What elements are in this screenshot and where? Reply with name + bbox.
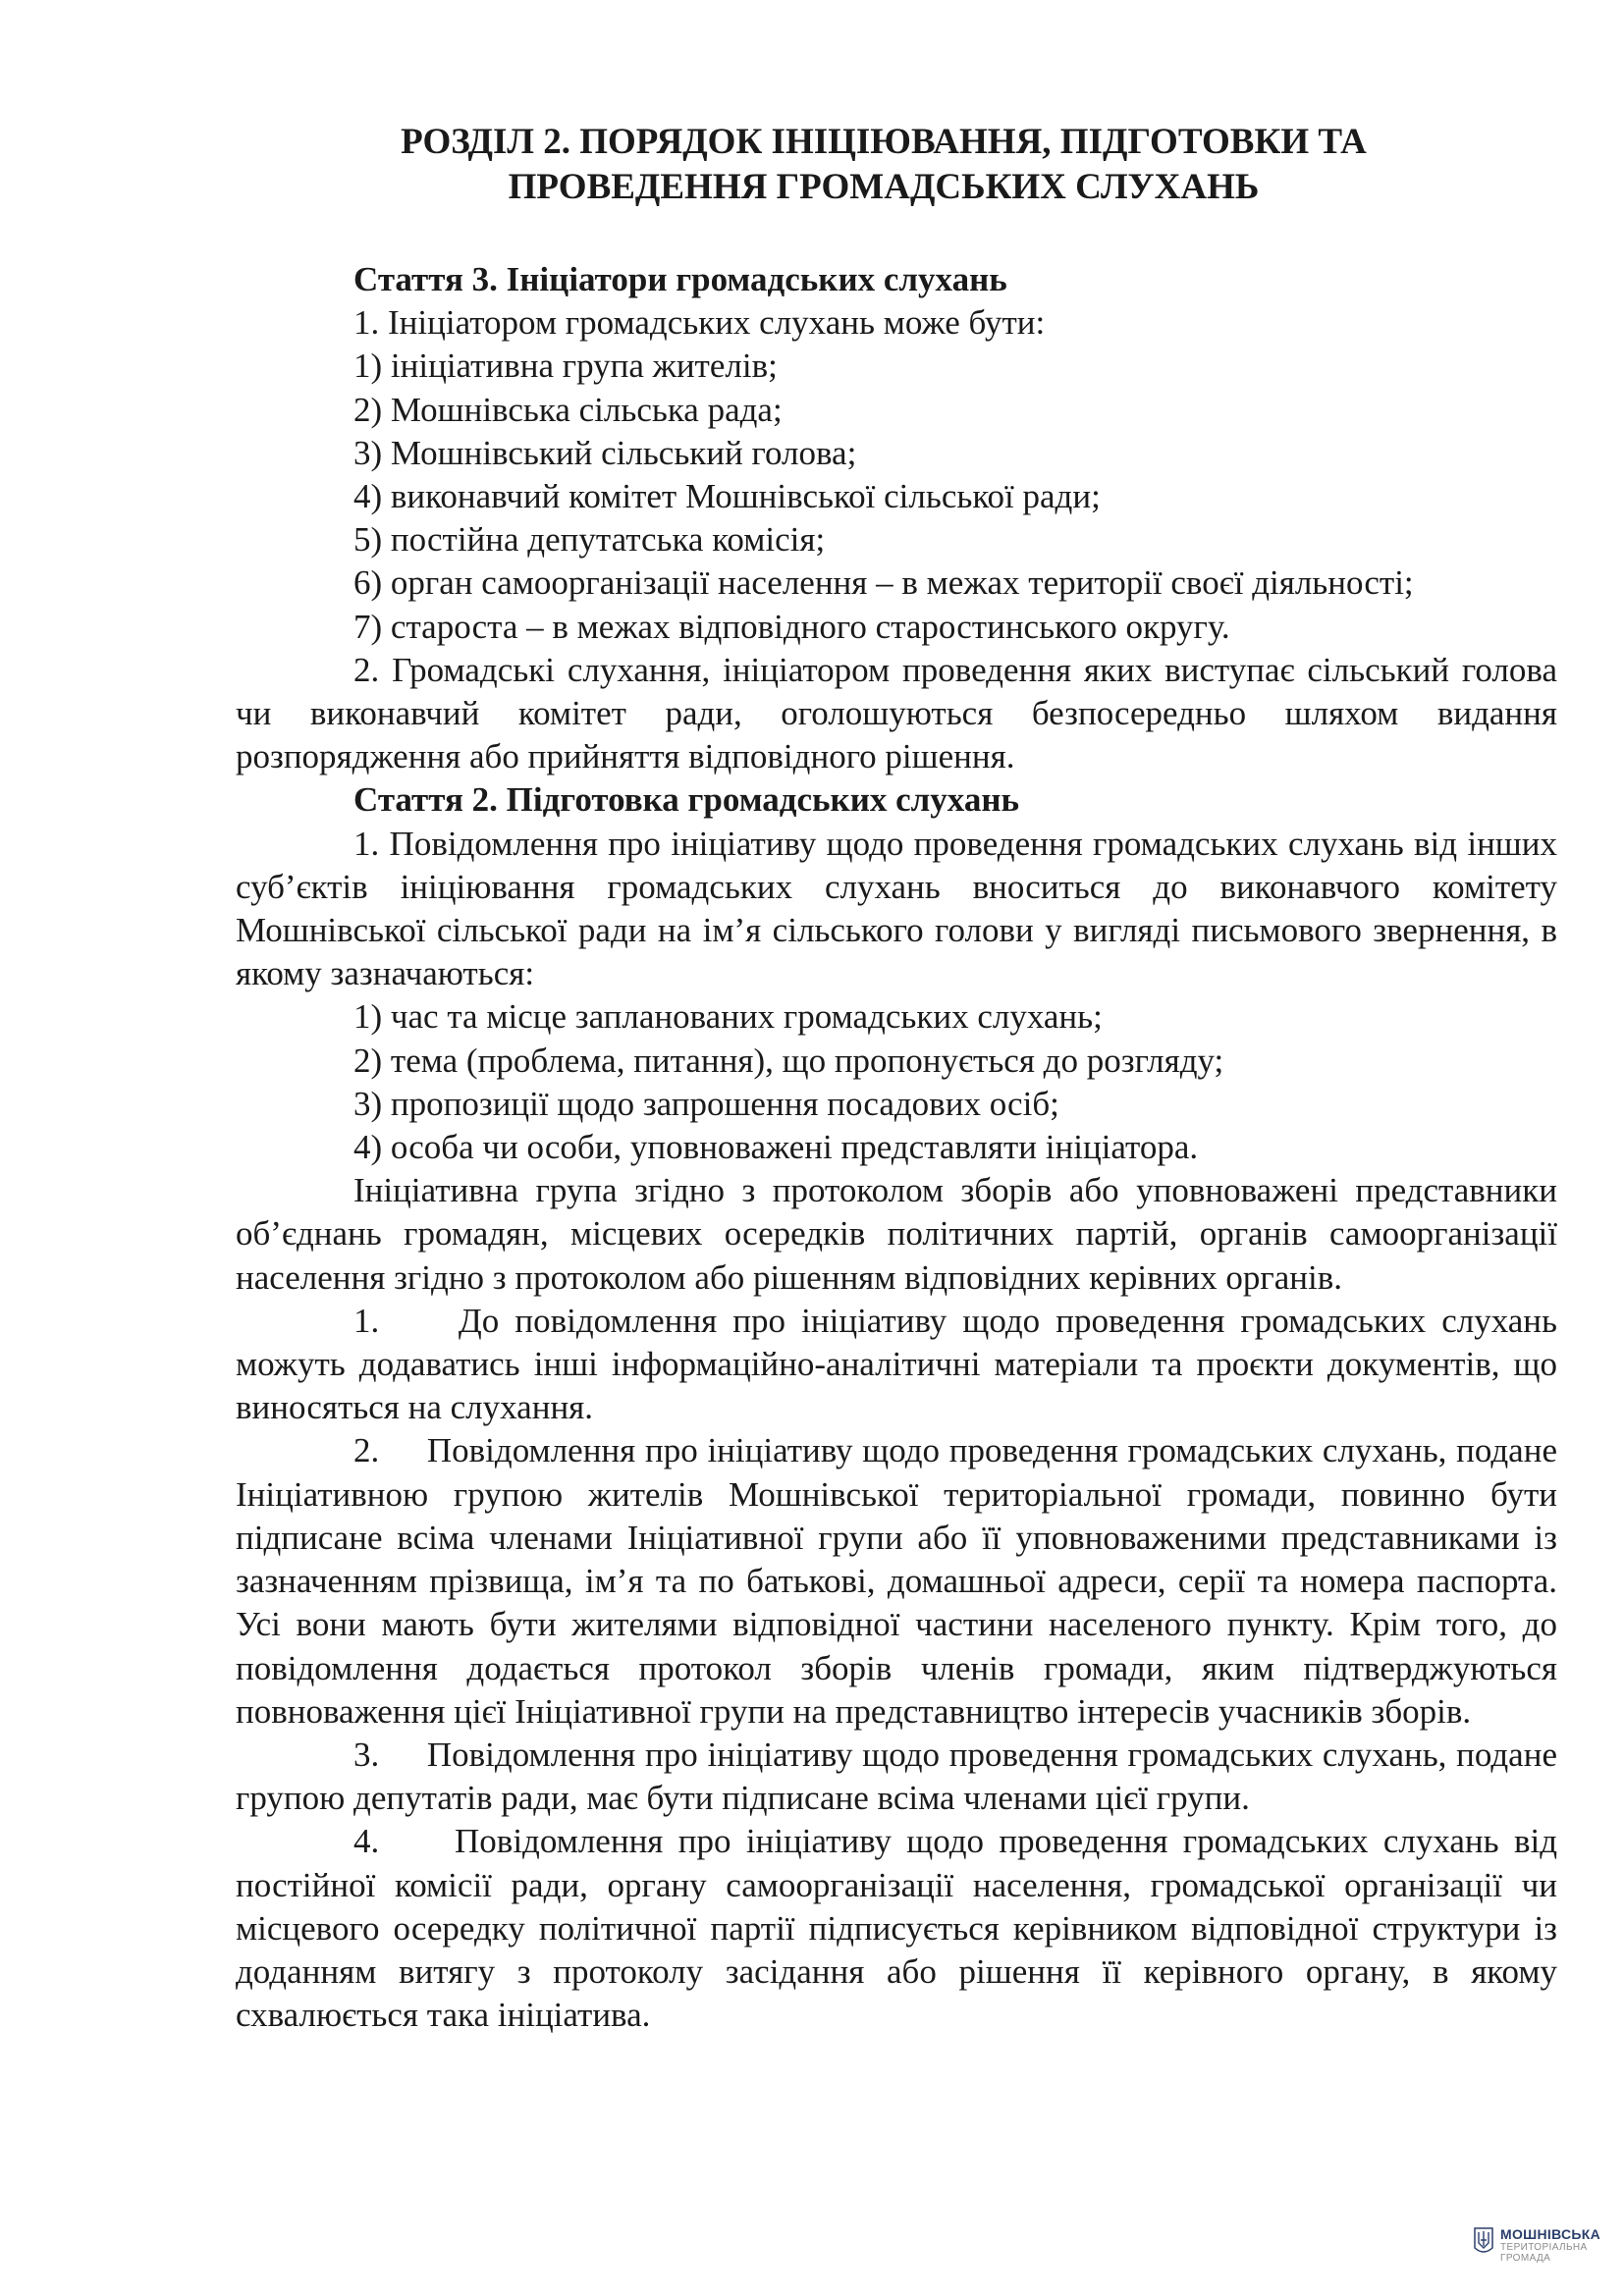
list-item: 3) пропозиції щодо запрошення посадових осіб; xyxy=(353,1084,1059,1123)
logo-subtitle-line1: ТЕРИТОРІАЛЬНА xyxy=(1500,2242,1588,2253)
article-3-paragraph-1: 1. Ініціатором громадських слухань може бути: xyxy=(353,303,1046,343)
document-body xyxy=(236,258,1557,2037)
article-2-heading: Стаття 2. Підготовка громадських слухань xyxy=(353,780,1020,820)
list-item: 3) Мошнівський сільський голова; xyxy=(353,433,857,472)
list-item: 5) постійна депутатська комісія; xyxy=(353,520,826,560)
logo-subtitle-line2: ГРОМАДА xyxy=(1500,2253,1551,2264)
list-item: 1) час та місце запланованих громадських слухань; xyxy=(353,997,1103,1037)
list-item: 2) тема (проблема, питання), що пропонується до розгляду; xyxy=(353,1041,1224,1080)
article-2-paragraph-1: 1. Повідомлення про ініціативу щодо проведення громадських слухань від інших суб’єктів ініціювання громадських слухань вноситься до виконавчого комітету Мошнівської сільської ради на ім’я сільського голови у вигляді письмового звернення, в якому зазначаються: xyxy=(236,824,1557,993)
list-item: 2) Мошнівська сільська рада; xyxy=(353,390,783,429)
list-item: 4) особа чи особи, уповноважені представляти ініціатора. xyxy=(353,1128,1199,1167)
article-3-paragraph-2: 2. Громадські слухання, ініціатором проведення яких виступає сільський голова чи виконавчий комітет ради, оголошуються безпосередньо шляхом видання розпорядження або прийняття відповідного рішення. xyxy=(236,650,1557,776)
numbered-paragraph-3: 3. Повідомлення про ініціативу щодо проведення громадських слухань, подане групою депутатів ради, має бути підписане всіма членами цієї групи. xyxy=(236,1735,1557,1818)
numbered-paragraph-4: 4. Повідомлення про ініціативу щодо проведення громадських слухань від постійної комісії ради, органу самоорганізації населення, громадської організації чи місцевого осередку політичної партії підписується керівником відповідної структури із доданням витягу з протоколу засідання або рішення її керівного органу, в якому схвалюється така ініціатива. xyxy=(236,1822,1557,2035)
initiative-group-paragraph: Ініціативна група згідно з протоколом зборів або уповноважені представники об’єднань громадян, місцевих осередків політичних партій, органів самоорганізації населення згідно з протоколом або рішенням відповідних керівних органів. xyxy=(236,1171,1557,1297)
article-3-heading: Стаття 3. Ініціатори громадських слухань xyxy=(353,260,1007,298)
list-item: 6) орган самоорганізації населення – в межах території своєї діяльності; xyxy=(353,563,1414,603)
section-title xyxy=(236,120,1532,210)
numbered-paragraph-1: 1. До повідомлення про ініціативу щодо проведення громадських слухань можуть додаватись інші інформаційно-аналітичні матеріали та проєкти документів, що виносяться на слухання. xyxy=(236,1301,1557,1427)
trident-emblem-icon xyxy=(1473,2226,1494,2256)
logo-name: МОШНІВСЬКА xyxy=(1500,2226,1601,2242)
community-logo xyxy=(1473,2226,1620,2275)
list-item: 4) виконавчий комітет Мошнівської сільської ради; xyxy=(353,477,1101,516)
list-item: 1) ініціативна група жителів; xyxy=(353,347,778,386)
section-title-line1: РОЗДІЛ 2. ПОРЯДОК ІНІЦІЮВАННЯ, ПІДГОТОВКИ ТА xyxy=(401,122,1367,162)
section-title-line2: ПРОВЕДЕННЯ ГРОМАДСЬКИХ СЛУХАНЬ xyxy=(508,167,1260,207)
list-item: 7) староста – в межах відповідного старостинського округу. xyxy=(353,607,1230,646)
numbered-paragraph-2: 2. Повідомлення про ініціативу щодо проведення громадських слухань, подане Ініціативною групою жителів Мошнівської територіальної громади, повинно бути підписане всіма членами Ініціативної групи або її уповноваженими представниками із зазначенням прізвища, ім’я та по батькові, домашньої адреси, серії та номера паспорта. Усі вони мають бути жителями відповідної частини населеного пункту. Крім того, до повідомлення додається протокол зборів членів громади, яким підтверджуються повноваження цієї Ініціативної групи на представництво інтересів учасників зборів. xyxy=(236,1431,1557,1731)
